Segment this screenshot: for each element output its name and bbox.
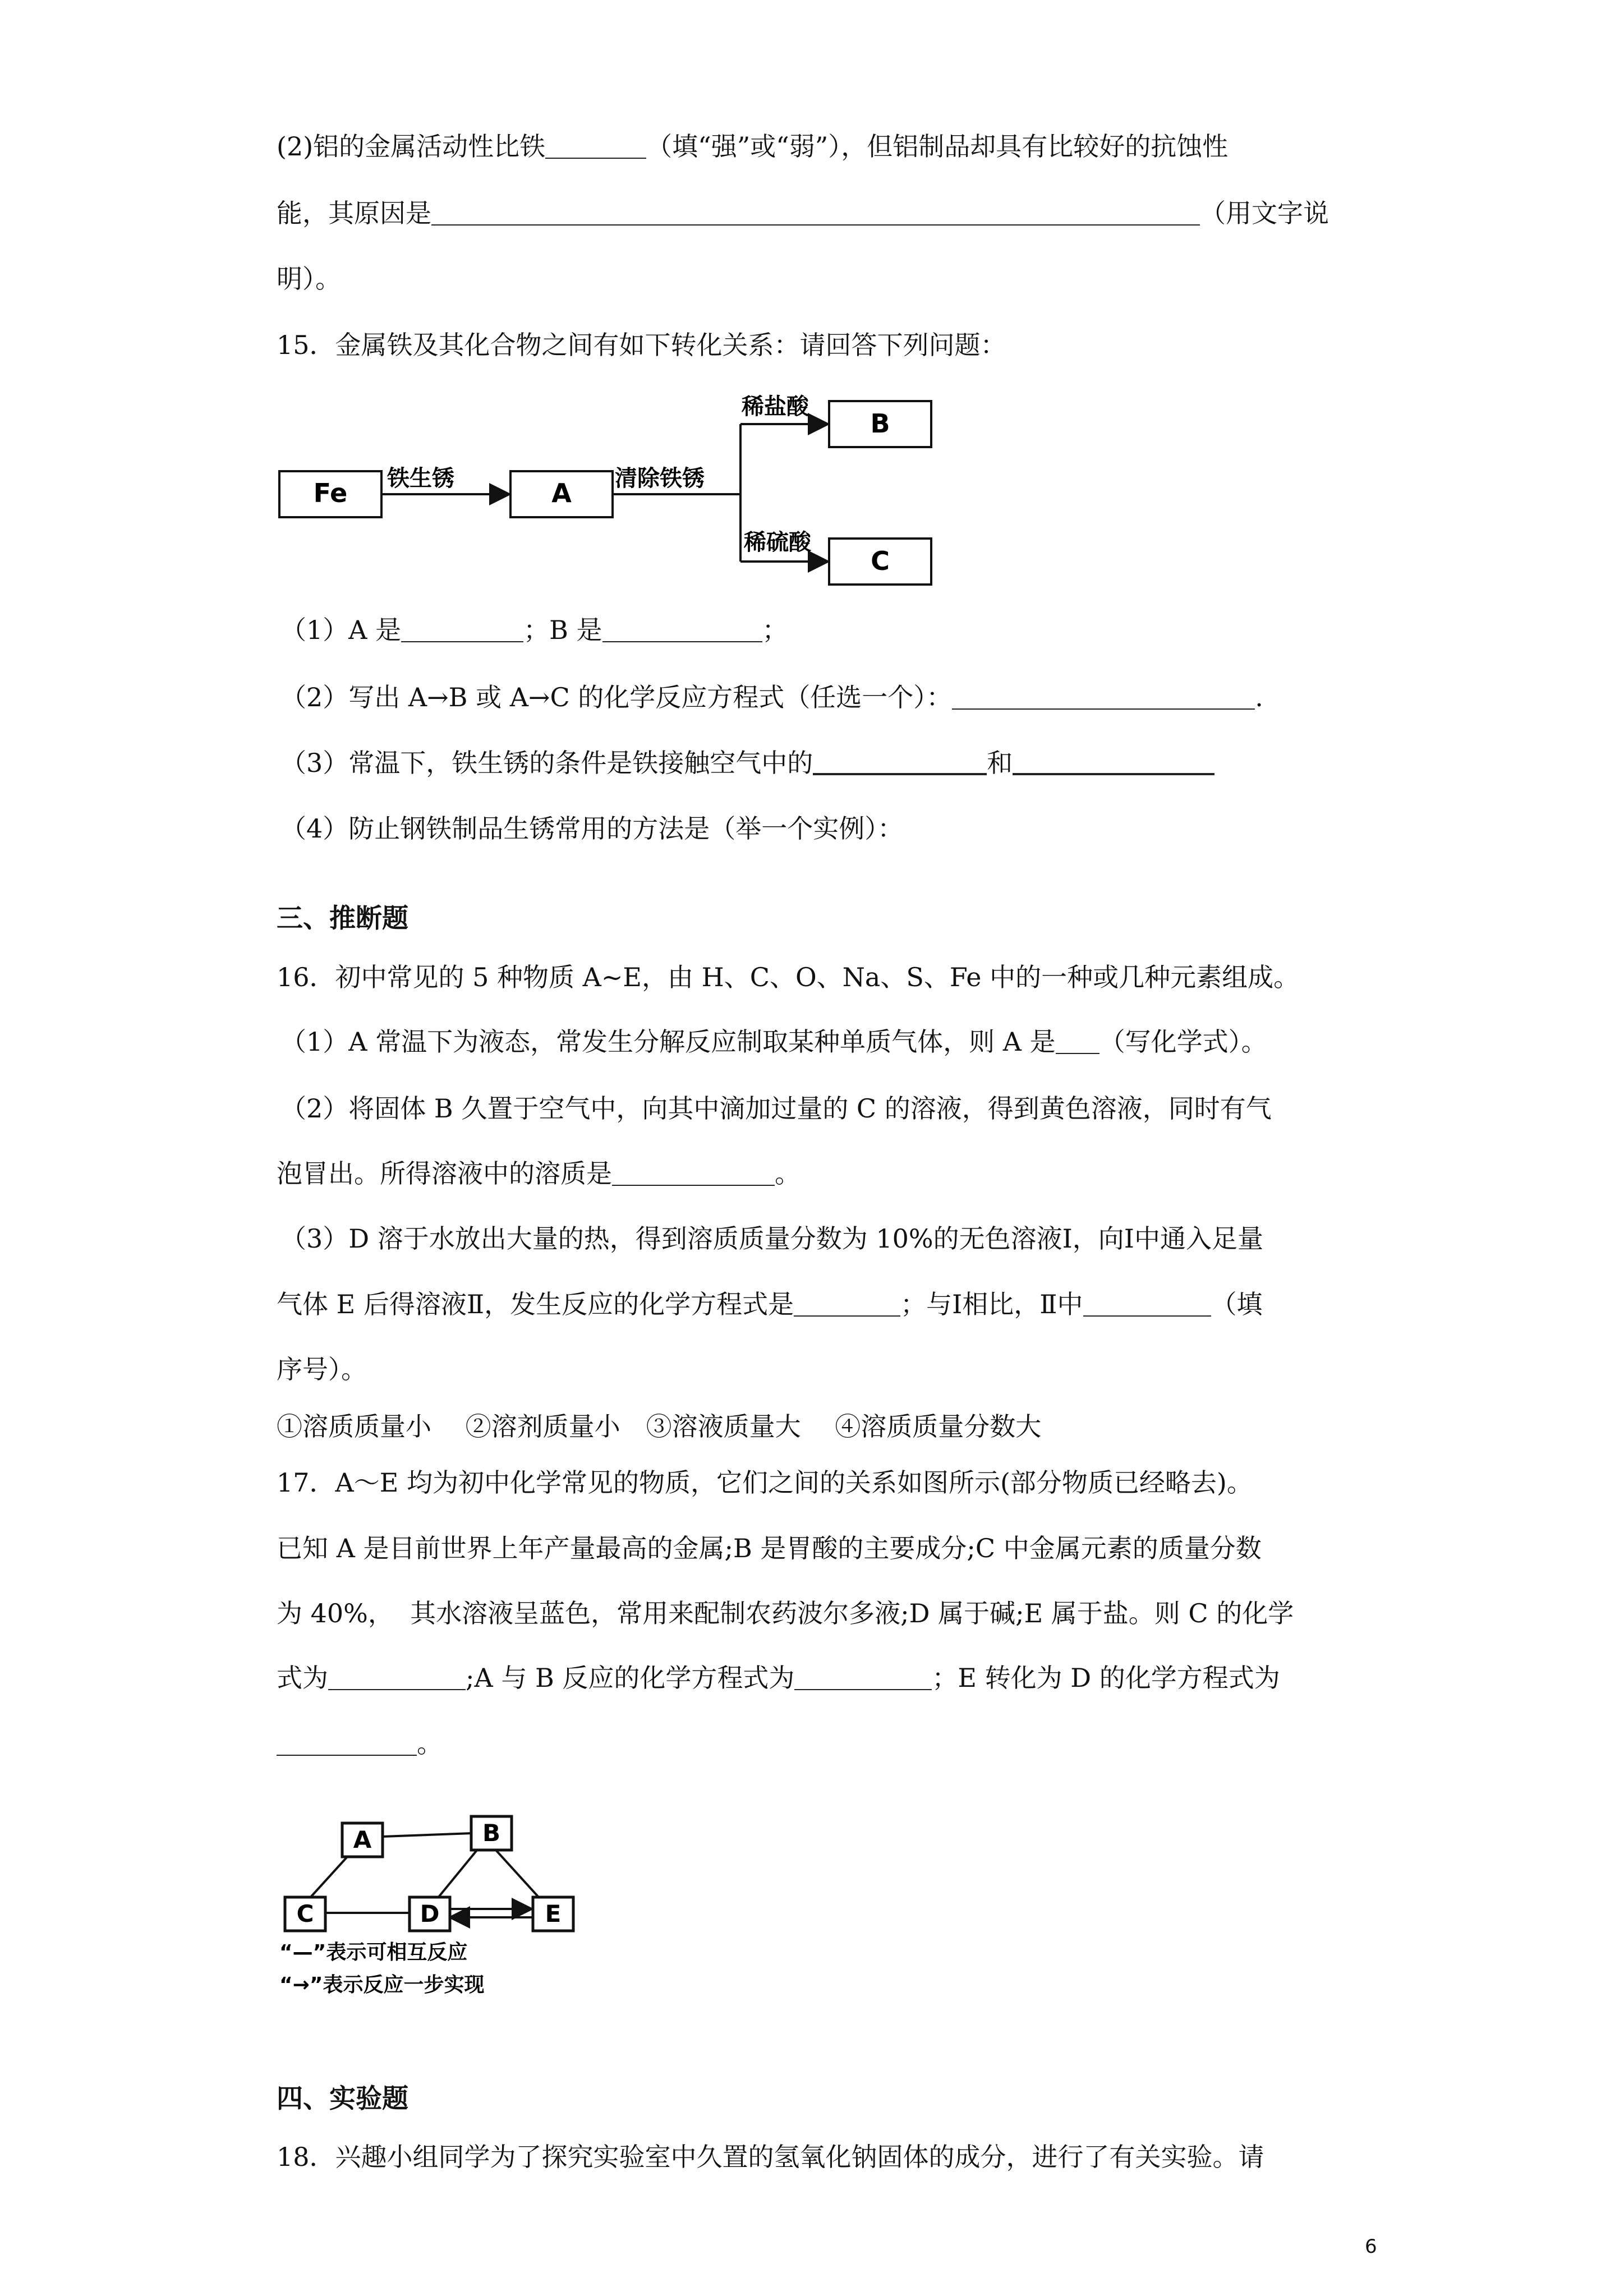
q14-part2-line3: 明）。 bbox=[277, 264, 341, 294]
answer-blank[interactable] bbox=[328, 1664, 466, 1690]
node-c-label: C bbox=[296, 1900, 314, 1927]
text: ;A 与 B 反应的化学方程式为 bbox=[466, 1663, 795, 1693]
answer-blank[interactable] bbox=[794, 1291, 900, 1317]
q16-stem: 16．初中常见的 5 种物质 A~E，由 H、C、O、Na、S、Fe 中的一种或几种元素组成。 bbox=[277, 962, 1300, 992]
answer-blank[interactable] bbox=[277, 1730, 417, 1756]
text: (2)铝的金属活动性比铁 bbox=[277, 131, 546, 162]
q16-part2-line1: （2）将固体 B 久置于空气中，向其中滴加过量的 C 的溶液，得到黄色溶液，同时有气 bbox=[280, 1093, 1272, 1124]
text: （1）A 是 bbox=[280, 615, 402, 645]
text: ；与Ⅰ相比，Ⅱ中 bbox=[900, 1289, 1083, 1319]
answer-blank[interactable] bbox=[602, 616, 762, 642]
q17-line4 bbox=[277, 1661, 1280, 1695]
node-c-label: C bbox=[871, 546, 890, 576]
answer-blank[interactable] bbox=[401, 616, 523, 642]
text: （写化学式）。 bbox=[1099, 1027, 1267, 1057]
text: 和 bbox=[987, 748, 1013, 778]
node-b-label: B bbox=[482, 1819, 501, 1847]
answer-blank[interactable] bbox=[1056, 1028, 1099, 1054]
text: 式为 bbox=[277, 1663, 328, 1693]
node-fe-label: Fe bbox=[313, 478, 348, 508]
link-b-d bbox=[438, 1849, 478, 1898]
answer-blank[interactable] bbox=[545, 133, 646, 159]
page-number: 6 bbox=[1365, 2235, 1377, 2258]
label-h2so4: 稀硫酸 bbox=[744, 530, 811, 555]
q18-line1: 18．兴趣小组同学为了探究实验室中久置的氢氧化钠固体的成分，进行了有关实验。请 bbox=[277, 2142, 1264, 2172]
answer-blank[interactable] bbox=[1083, 1291, 1211, 1317]
text: （填“强”或“弱”），但铝制品却具有比较好的抗蚀性 bbox=[646, 131, 1229, 162]
answer-blank[interactable] bbox=[813, 748, 987, 775]
text: 能，其原因是 bbox=[277, 198, 431, 228]
q15-part3 bbox=[280, 746, 1214, 780]
text: （2）写出 A→B 或 A→C 的化学反应方程式（任选一个）： bbox=[280, 682, 953, 712]
text: （3）常温下，铁生锈的条件是铁接触空气中的 bbox=[280, 748, 813, 778]
q16-part1 bbox=[280, 1025, 1267, 1059]
answer-blank[interactable] bbox=[1013, 748, 1214, 775]
text: （填 bbox=[1211, 1289, 1263, 1319]
q16-part3-line1: （3）D 溶于水放出大量的热，得到溶质质量分数为 10%的无色溶液Ⅰ，向Ⅰ中通入足量 bbox=[280, 1223, 1263, 1254]
q16-part3-line3: 序号）。 bbox=[277, 1354, 367, 1384]
q17-line1: 17．A～E 均为初中化学常见的物质，它们之间的关系如图所示(部分物质已经略去)。 bbox=[277, 1467, 1253, 1498]
text: （1）A 常温下为液态，常发生分解反应制取某种单质气体，则 A 是 bbox=[280, 1027, 1056, 1057]
q15-part1 bbox=[280, 613, 788, 647]
text: ； bbox=[762, 615, 788, 645]
q14-part2-line2 bbox=[277, 196, 1329, 230]
legend-reaction: “—”表示可相互反应 bbox=[279, 1941, 468, 1964]
text: 。 bbox=[417, 1728, 443, 1759]
text: . bbox=[1255, 682, 1263, 712]
text: 气体 E 后得溶液Ⅱ，发生反应的化学方程式是 bbox=[277, 1289, 794, 1319]
answer-blank[interactable] bbox=[431, 200, 1200, 226]
answer-blank[interactable] bbox=[794, 1664, 932, 1690]
node-b-label: B bbox=[870, 408, 890, 439]
answer-blank[interactable] bbox=[952, 684, 1255, 710]
q16-options: ①溶质质量小 ②溶剂质量小 ③溶液质量大 ④溶质质量分数大 bbox=[277, 1411, 1042, 1442]
q17-line5 bbox=[277, 1727, 443, 1760]
q16-part3-line2 bbox=[277, 1287, 1263, 1321]
label-remove-rust: 清除铁锈 bbox=[615, 466, 705, 491]
text: （用文字说 bbox=[1200, 198, 1329, 228]
label-hcl: 稀盐酸 bbox=[742, 394, 809, 420]
text: 泡冒出。所得溶液中的溶质是 bbox=[277, 1158, 612, 1189]
legend-conversion: “→”表示反应一步实现 bbox=[279, 1973, 485, 1996]
q16-part2-line2 bbox=[277, 1157, 801, 1190]
q15-part2 bbox=[280, 680, 1263, 714]
q17-line3: 为 40%， 其水溶液呈蓝色，常用来配制农药波尔多液;D 属于碱;E 属于盐。则 C 的化学 bbox=[277, 1598, 1294, 1628]
link-b-e bbox=[495, 1849, 540, 1898]
label-rust: 铁生锈 bbox=[387, 466, 454, 491]
q15-flow-diagram bbox=[275, 387, 948, 595]
answer-blank[interactable] bbox=[612, 1160, 775, 1186]
q17-line2: 已知 A 是目前世界上年产量最高的金属;B 是胃酸的主要成分;C 中金属元素的质量分数 bbox=[277, 1533, 1262, 1563]
link-a-b bbox=[383, 1833, 472, 1837]
q15-stem: 15．金属铁及其化合物之间有如下转化关系：请回答下列问题： bbox=[277, 330, 1006, 360]
text: ；B 是 bbox=[523, 615, 602, 645]
section-heading: 三、推断题 bbox=[277, 903, 408, 934]
node-a-label: A bbox=[353, 1826, 372, 1853]
node-a-label: A bbox=[551, 478, 572, 508]
text: ；E 转化为 D 的化学方程式为 bbox=[932, 1663, 1280, 1693]
q15-part4: （4）防止钢铁制品生锈常用的方法是（举一个实例）： bbox=[280, 813, 904, 844]
q14-part2-line1 bbox=[277, 130, 1228, 163]
node-e-label: E bbox=[545, 1900, 562, 1927]
q17-relation-diagram bbox=[275, 1801, 611, 2014]
section-heading: 四、实验题 bbox=[277, 2083, 408, 2114]
node-d-label: D bbox=[420, 1900, 440, 1927]
text: 。 bbox=[775, 1158, 801, 1189]
